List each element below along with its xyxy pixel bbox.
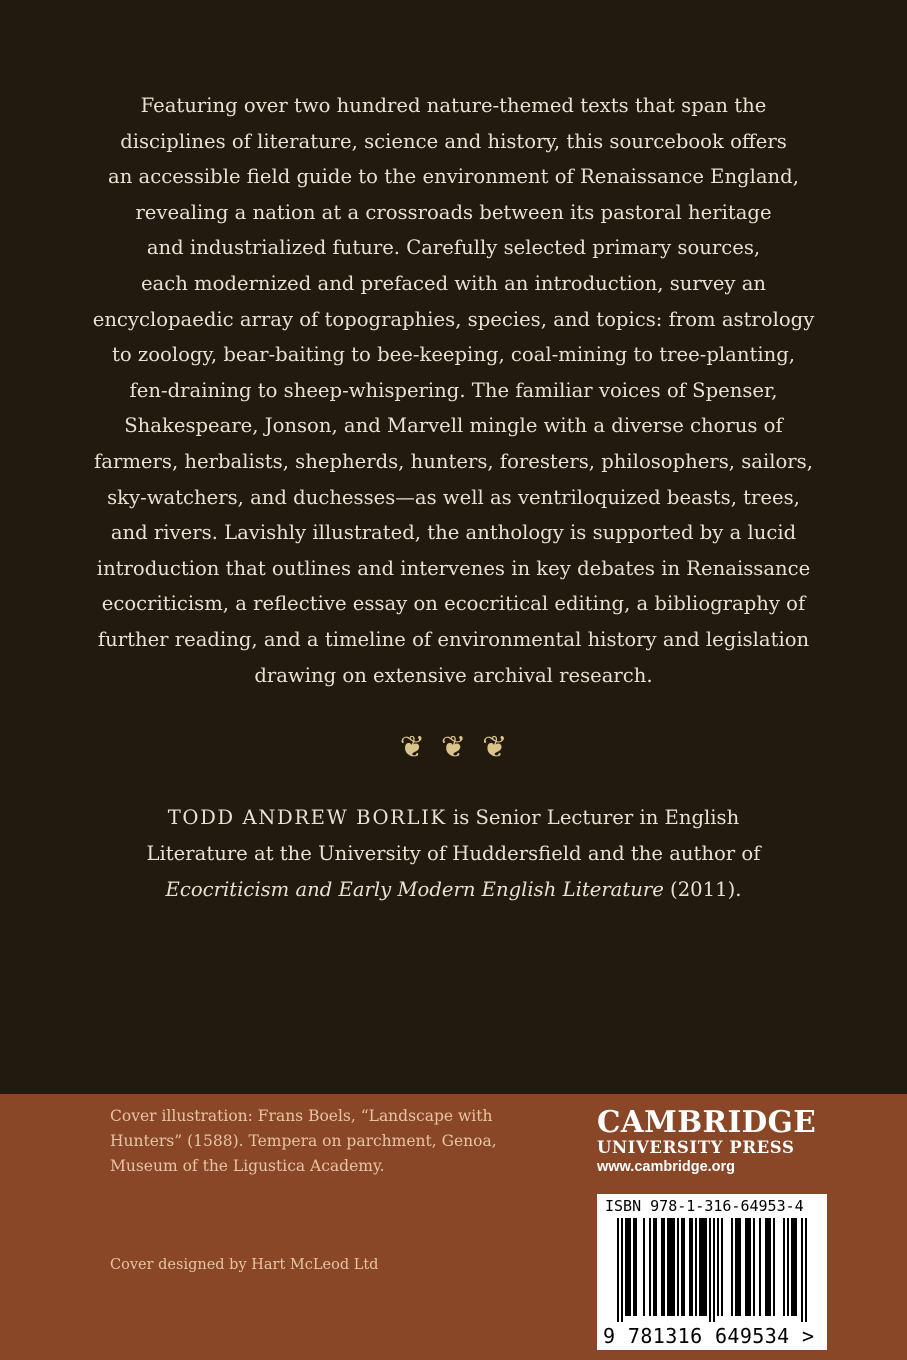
barcode-bar [735,1218,737,1316]
barcode-bar [671,1218,673,1316]
barcode-icon [605,1218,819,1324]
barcode-bar [689,1218,691,1316]
description-line: Featuring over two hundred nature-themed texts that span the [140,94,767,117]
barcode-bar [787,1218,789,1316]
barcode-bar [681,1218,683,1316]
barcode-bar [739,1218,741,1316]
barcode-bar [759,1218,761,1316]
author-bio [80,800,827,908]
barcode-bar [749,1218,751,1316]
credit-line: Museum of the Ligustica Academy. [110,1157,385,1175]
barcode-bar [653,1218,655,1316]
publisher-logo [597,1106,827,1176]
barcode-bar [801,1218,803,1322]
barcode-bar [625,1218,627,1316]
fleuron-icon: ❦ [482,730,508,765]
author-bio-line-2: Literature at the University of Huddersfield and the author of [146,842,761,865]
barcode-bar [805,1218,807,1322]
description-line: an accessible field guide to the environment of Renaissance England, [108,165,799,189]
barcode-bar [649,1218,651,1316]
description-line: disciplines of literature, science and history, this sourcebook offers [120,129,787,153]
description-line: farmers, herbalists, shepherds, hunters, foresters, philosophers, sailors, [94,449,813,473]
barcode-bar [633,1218,635,1316]
barcode-bar [745,1218,747,1316]
description-line: revealing a nation at a crossroads between its pastoral heritage [135,200,772,224]
description-line: Shakespeare, Jonson, and Marvell mingle with a diverse chorus of [124,414,783,438]
barcode-bar [737,1218,739,1316]
barcode-bar [677,1218,679,1316]
barcode-bar [667,1218,669,1316]
fleuron-icon: ❦ [399,730,425,765]
publisher-website: www.cambridge.org [597,1159,736,1175]
barcode-bar [773,1218,775,1316]
barcode-bar [705,1218,707,1316]
credit-line: Hunters” (1588). Tempera on parchment, Genoa, [110,1132,497,1150]
ornament-divider [0,730,907,766]
barcode-bar [635,1218,637,1316]
barcode-bar [673,1218,675,1316]
description-line: fen-draining to sheep-whispering. The familiar voices of Spenser, [129,378,778,402]
barcode-bar [683,1218,685,1316]
author-book-year: (2011). [663,878,742,901]
barcode-bar [701,1218,703,1316]
description-line: and rivers. Lavishly illustrated, the anthology is supported by a lucid [110,521,797,545]
barcode-bar [699,1218,701,1316]
author-name: TODD ANDREW BORLIK [167,806,447,829]
barcode-panel [597,1194,827,1350]
barcode-bar [663,1218,665,1316]
author-bio-line-1: is Senior Lecturer in English [446,806,740,829]
description-line: drawing on extensive archival research. [254,663,653,687]
fleuron-icon: ❦ [440,730,467,765]
publisher-name: CAMBRIDGE [597,1104,817,1139]
cover-designer-credit: Cover designed by Hart McLeod Ltd [110,1257,379,1273]
description-line: each modernized and prefaced with an introduction, survey an [140,271,767,295]
barcode-bar [795,1218,797,1316]
barcode-bar [721,1218,723,1316]
barcode-digits: 9 781316 649534 > [603,1324,815,1348]
barcode-bar [621,1218,623,1322]
book-description [80,88,827,693]
footer-band [0,1094,907,1360]
barcode-bar [655,1218,657,1316]
barcode-bar [691,1218,693,1316]
barcode-bar [629,1218,631,1316]
isbn-label: ISBN 978-1-316-64953-4 [605,1197,804,1215]
barcode-bar [643,1218,645,1316]
barcode-bar [791,1218,793,1316]
barcode-bar [731,1218,733,1316]
barcode-bar [769,1218,771,1316]
credit-line: Cover illustration: Frans Boels, “Landscape with [110,1107,493,1125]
barcode-bar [793,1218,795,1316]
description-line: to zoology, bear-baiting to bee-keeping, coal-mining to tree-planting, [112,343,795,367]
publisher-subname: UNIVERSITY PRESS [597,1138,795,1157]
barcode-bar [703,1218,705,1316]
author-book-title: Ecocriticism and Early Modern English Literature [165,878,664,901]
barcode-bar [783,1218,785,1316]
description-line: and industrialized future. Carefully selected primary sources, [146,236,761,260]
description-line: ecocriticism, a reflective essay on ecocritical editing, a bibliography of [101,592,806,616]
barcode-bar [709,1218,711,1322]
description-line: encyclopaedic array of topographies, species, and topics: from astrology [92,307,815,331]
cover-illustration-credit [110,1104,570,1179]
barcode-bar [617,1218,619,1322]
description-line: further reading, and a timeline of environmental history and legislation [97,627,810,651]
description-line: sky-watchers, and duchesses—as well as ventriloquized beasts, trees, [107,485,800,509]
barcode-bar [717,1218,719,1316]
barcode-bar [713,1218,715,1322]
description-line: introduction that outlines and intervenes in key debates in Renaissance [96,556,811,580]
barcode-bar [747,1218,749,1316]
barcode-bar [695,1218,697,1316]
barcode-bar [669,1218,671,1316]
barcode-bar [627,1218,629,1316]
barcode-bar [767,1218,769,1316]
barcode-bar [753,1218,755,1316]
barcode-bar [661,1218,663,1316]
barcode-bar [765,1218,767,1316]
